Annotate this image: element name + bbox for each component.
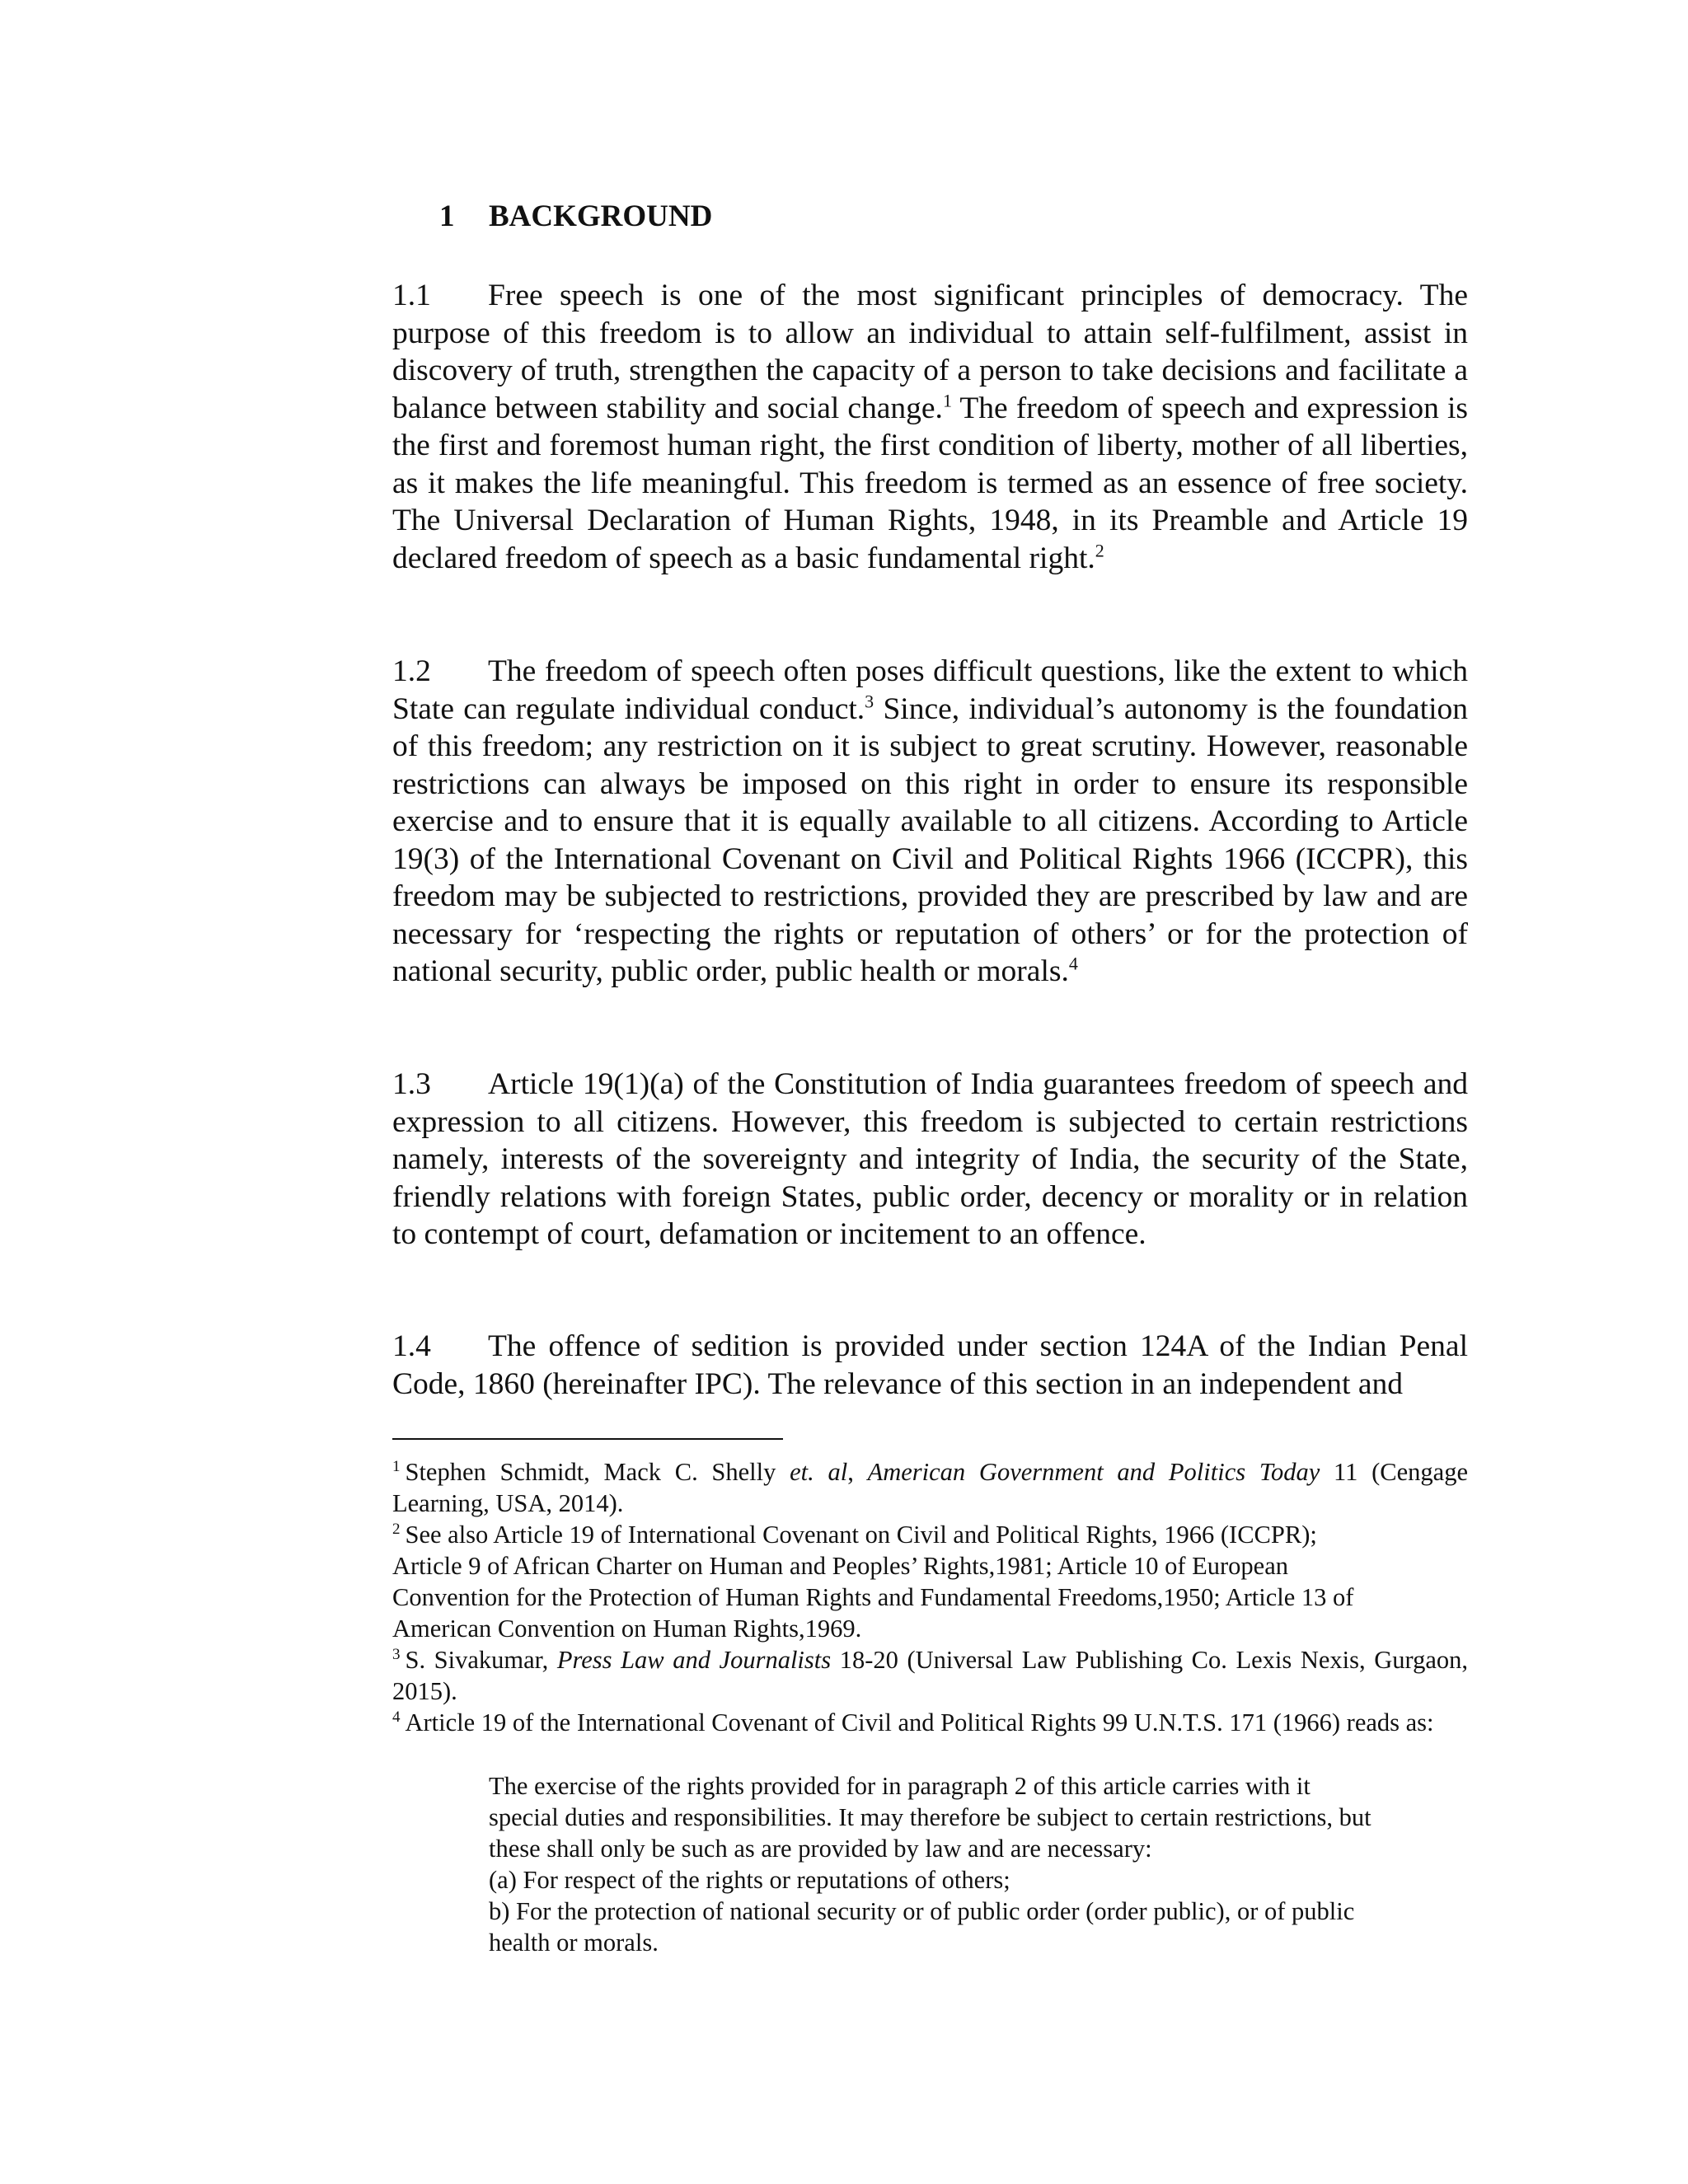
footnote-italic: et. al <box>790 1458 848 1486</box>
footnote-text: S. Sivakumar, <box>405 1646 557 1674</box>
footnote-ref[interactable]: 1 <box>942 390 952 410</box>
footnote-number: 1 <box>392 1457 401 1475</box>
footnote-4 <box>392 1707 1468 1738</box>
footnote-number: 3 <box>392 1645 401 1663</box>
section-title: BACKGROUND <box>489 199 713 233</box>
footnote-4-blockquote <box>489 1770 1437 1958</box>
footnote-2 <box>392 1519 1468 1644</box>
quote-line: special duties and responsibilities. It may therefore be subject to certain restrictions, but <box>489 1803 1372 1831</box>
section-heading <box>439 196 712 237</box>
section-number: 1 <box>439 199 455 233</box>
footnote-text: 18-20 (Universal Law Publishing Co. Lexis Nexis, Gurgaon, 2015). <box>392 1646 1468 1705</box>
footnote-book-title: Press Law and Journalists <box>556 1646 832 1674</box>
paragraph-text: Article 19(1)(a) of the Constitution of India guarantees freedom of speech and expression to all citizens. However, this freedom is subjected to certain restrictions namely, interests of the sovereignty and integrity of India, the security of the State, friendly relations with foreign States, public order, decency or morality or in relation to contempt of court, defamation or incitement to an offence. <box>392 1067 1468 1251</box>
footnote-1 <box>392 1456 1468 1519</box>
paragraph-number: 1.1 <box>392 279 431 312</box>
paragraph-1-2 <box>392 653 1468 991</box>
paragraph-1-3 <box>392 1066 1468 1254</box>
paragraph-text: Free speech is one of the most significant principles of democracy. The purpose of this freedom is to allow an individual to attain self-fulfilment, assist in discovery of truth, strengthen the capacity of a person to take decisions and facilitate a balance between stability and social change. <box>392 279 1468 425</box>
footnote-ref[interactable]: 3 <box>865 691 874 711</box>
quote-line: health or morals. <box>489 1929 659 1957</box>
footnote-text: Stephen Schmidt, Mack C. Shelly <box>405 1458 790 1486</box>
quote-line: b) For the protection of national security or of public order (order public), or of public <box>489 1897 1355 1925</box>
footnote-text: , <box>847 1458 868 1486</box>
paragraph-1-4 <box>392 1328 1468 1403</box>
paragraph-1-1 <box>392 277 1468 577</box>
footnote-number: 4 <box>392 1708 401 1726</box>
footnote-book-title: American Government and Politics Today <box>867 1458 1320 1486</box>
footnote-line: American Convention on Human Rights,1969. <box>392 1615 862 1643</box>
paragraph-number: 1.2 <box>392 654 431 688</box>
quote-line: these shall only be such as are provided by law and are necessary: <box>489 1835 1152 1863</box>
footnote-text: Article 19 of the International Covenant of Civil and Political Rights 99 U.N.T.S. 171 (1966) reads as: <box>405 1708 1434 1736</box>
footnote-line: $^2$ See also Article 19 of International Covenant on Civil and Political Rights, 1966 (ICCPR); <box>392 1520 1317 1549</box>
paragraph-text: The freedom of speech and expression is the first and foremost human right, the first condition of liberty, mother of all liberties, as it makes the life meaningful. This freedom is termed as an essence of free society. The Universal Declaration of Human Rights, 1948, in its Preamble and Article 19 declared freedom of speech as a basic fundamental right. <box>392 391 1468 575</box>
quote-line: The exercise of the rights provided for in paragraph 2 of this article carries with it <box>489 1772 1311 1800</box>
quote-line: (a) For respect of the rights or reputations of others; <box>489 1866 1010 1894</box>
paragraph-text: Since, individual’s autonomy is the foundation of this freedom; any restriction on it is subject to great scrutiny. However, reasonable restrictions can always be imposed on this right in order to ensure its responsible exercise and to ensure that it is equally available to all citizens. According to Article 19(3) of the International Covenant on Civil and Political Rights 1966 (ICCPR), this freedom may be subjected to restrictions, provided they are prescribed by law and are necessary for ‘respecting the rights or reputation of others’ or for the protection of national security, public order, public health or morals. <box>392 691 1468 988</box>
footnote-ref[interactable]: 2 <box>1095 540 1104 560</box>
footnote-line: Article 9 of African Charter on Human and Peoples’ Rights,1981; Article 10 of European <box>392 1552 1288 1580</box>
footnote-divider <box>392 1438 783 1440</box>
paragraph-number: 1.4 <box>392 1329 431 1363</box>
paragraph-text: The offence of sedition is provided under section 124A of the Indian Penal Code, 1860 (hereinafter IPC). The relevance of this section in an independent and <box>392 1329 1468 1401</box>
footnote-3 <box>392 1644 1468 1707</box>
footnote-line: Convention for the Protection of Human Rights and Fundamental Freedoms,1950; Article 13 of <box>392 1583 1354 1611</box>
footnote-ref[interactable]: 4 <box>1068 953 1078 974</box>
footnote-text: 11 (Cengage Learning, USA, 2014). <box>392 1458 1469 1517</box>
footnote-number: 2 <box>392 1520 401 1538</box>
paragraph-number: 1.3 <box>392 1067 431 1101</box>
paragraph-text: The freedom of speech often poses difficult questions, like the extent to which State can regulate individual conduct. <box>392 654 1468 726</box>
